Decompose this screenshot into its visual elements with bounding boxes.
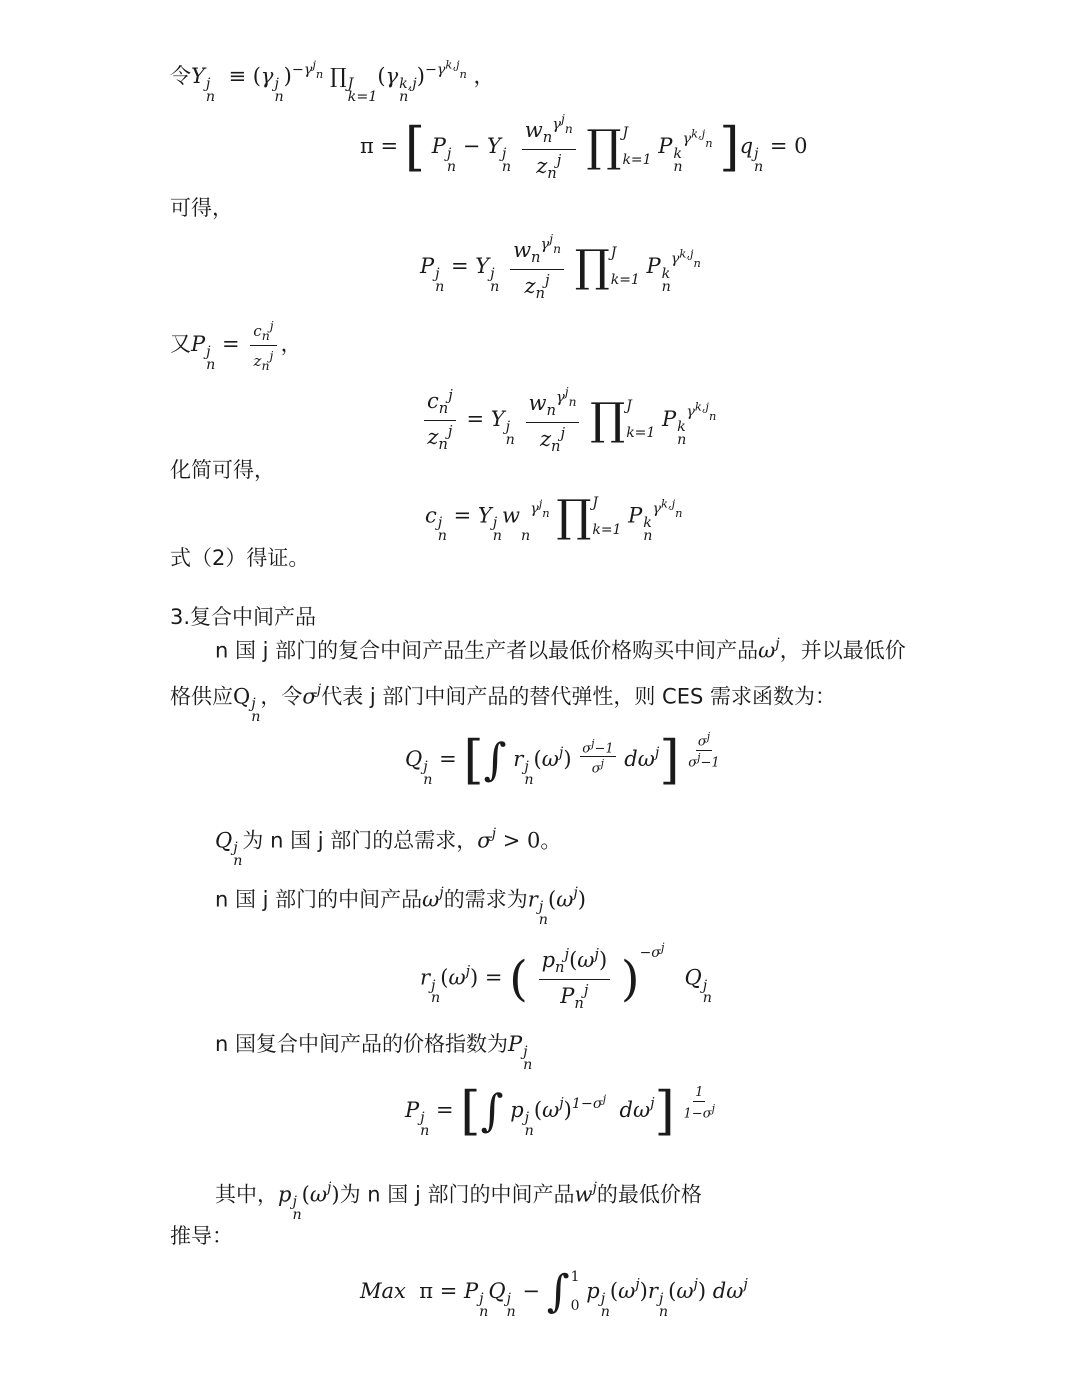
text-derive: 推导：: [170, 1224, 233, 1248]
total-demand-line: Q j n 为 n 国 j 部门的总需求，$\sigma^j > 0$。: [215, 826, 562, 870]
paragraph-line-2: 格供应Q j n ，令$\sigma^j$代表 j 部门中间产品的替代弹性，则 CES 需求函数为：: [170, 682, 836, 726]
cost-ratio-equation: $\frac{c_n^j}{z_n^j}$ = Υ j n $\frac{w_n^{\gamma^j_n}}{z_n^j}$ ∏ J k=1 P k n $^{\gamma^{k,j}_n}$: [420, 385, 716, 456]
intermediate-demand-line: n 国 j 部门的中间产品$\omega^j$的需求为r j n $(\omega^j)$: [215, 885, 586, 929]
price-index-equation: P j n = [∫ p j n $(\omega^j)^{1-\sigma^j}$ $d\omega^j$] $\frac{1}{1-\sigma^j}$: [405, 1081, 715, 1142]
price-equation: P j n = Υ j n $\frac{w_n^{\gamma^j_n}}{z_n^j}$ ∏ J k=1 P k n $^{\gamma^{k,j}_n}$: [420, 232, 701, 302]
text-simplify: 化简可得，: [170, 458, 275, 482]
price-index-line: n 国复合中间产品的价格指数为P j n: [215, 1032, 533, 1073]
definition-line: 令Υ j n ≡ (γ j n )$^{-\gamma^j_n}$ ∏ J k=1 (γ k,j n )$^{-\gamma^{k,j}_n}$ ，: [170, 57, 495, 105]
cost-equation: c j n = Υ j n w n $^{\gamma^j_n}$ ∏ J k=1 P k n $^{\gamma^{k,j}_n}$: [425, 491, 683, 545]
maximization-equation: Max π = P j n Q j n − ∫ 1 0 p j n $(\omega^j)r$ j n $(\omega^j)$ $d\omega^j$: [360, 1266, 748, 1320]
ces-demand-equation: Q j n = [∫ r j n $(\omega^j)$ $\frac{\sigma^j-1}{\sigma^j}$ $d\omega^j$] $\frac{\sigma^j}{\sigma^j-1}$: [405, 730, 720, 791]
section-title: 3.复合中间产品: [170, 605, 317, 629]
profit-equation: π = [ P j n − Υ j n $\frac{w_n^{\gamma^j_n}}{z_n^j}$ ∏ J k=1 P k n $^{\gamma^{k,j}_n}$ ]q j n = 0: [360, 112, 808, 182]
paragraph-line-1: n 国 j 部门的复合中间产品生产者以最低价格购买中间产品$\omega^j$，并以最低价: [215, 636, 906, 663]
text-obtain: 可得，: [170, 196, 233, 220]
intermediate-demand-equation: r j n $(\omega^j)$ = ( $\frac{p_n^j(\omega^j)}{P_n^j}$ )$^{-\sigma^j}$ Q j n: [420, 940, 712, 1012]
where-line: 其中，p j n $(\omega^j)$为 n 国 j 部门的中间产品$w^j$的最低价格: [215, 1180, 702, 1224]
text-proved: 式（2）得证。: [170, 546, 310, 570]
price-cost-relation: 又P j n = $\frac{c_n^j}{z_n^j}$ ，: [170, 318, 302, 373]
